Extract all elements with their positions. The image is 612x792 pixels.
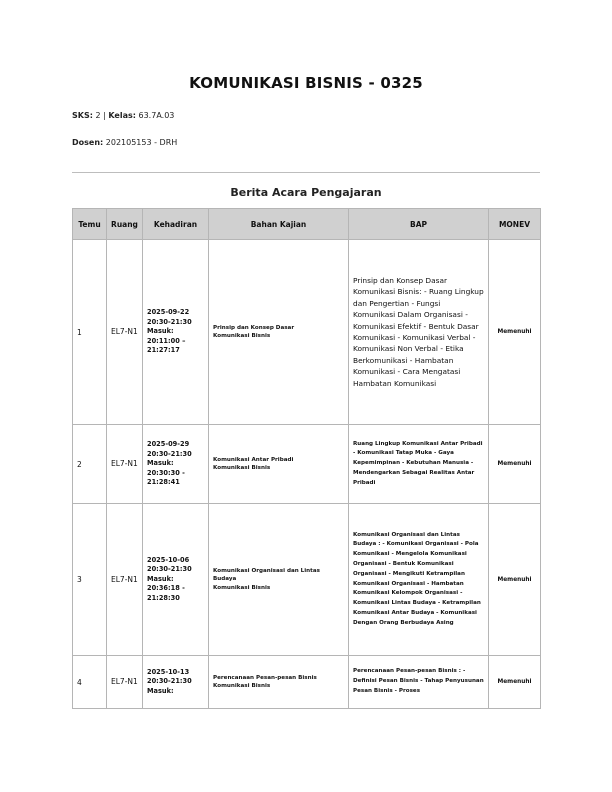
attendance-in: 20:11:00 –	[147, 336, 186, 345]
attendance-schedule: 20:30-21:30	[147, 317, 192, 326]
table-header-row	[73, 209, 541, 240]
attendance-schedule: 20:30-21:30	[147, 449, 192, 458]
lecturer-meta	[72, 138, 177, 147]
table-row	[73, 504, 541, 656]
attendance-out: 21:27:17	[147, 346, 180, 355]
sks-value: 2	[95, 111, 101, 120]
cell-monev: Memenuhi	[489, 425, 541, 504]
cell-bap: Prinsip dan Konsep Dasar Komunikasi Bisnis: - Ruang Lingkup dan Pengertian - Fungsi Komunikasi Dalam Organisasi - Komunikasi Efektif - Bentuk Dasar Komunikasi - Komunikasi Verbal - Komunikasi Non Verbal - Etika Berkomunikasi - Hambatan Komunikasi - Cara Mengatasi Hambatan Komunikasi	[349, 240, 489, 425]
cell-bahan-kajian	[209, 656, 349, 709]
attendance-label: Masuk:	[147, 574, 174, 583]
cell-temu: 3	[73, 504, 107, 656]
cell-bap: Ruang Lingkup Komunikasi Antar Pribadi - Komunikasi Tatap Muka - Gaya Kepemimpinan - Kebutuhan Manusia - Mendengarkan Sebagai Realitas Antar Pribadi	[349, 425, 489, 504]
cell-bap: Komunikasi Organisasi dan Lintas Budaya : - Komunikasi Organisasi - Pola Komunikasi - Mengelola Komunikasi Organisasi - Bentuk Komunikasi Organisasi - Mengikuti Ketrampilan Komunikasi Organisasi - Hambatan Komunikasi Kelompok Organisasi - Komunikasi Lintas Budaya - Ketrampilan Komunikasi Antar Budaya - Komunikasi Dengan Orang Berbudaya Asing	[349, 504, 489, 656]
sks-label: SKS:	[72, 111, 93, 120]
cell-monev: Memenuhi	[489, 504, 541, 656]
header-temu: Temu	[73, 209, 107, 240]
cell-ruang: EL7-N1	[107, 656, 143, 709]
attendance-date: 2025-10-13	[147, 667, 190, 676]
cell-bap: Perencanaan Pesan-pesan Bisnis : - Definisi Pesan Bisnis - Tahap Penyusunan Pesan Bisnis - Proses	[349, 656, 489, 709]
attendance-schedule: 20:30-21:30	[147, 565, 192, 574]
teaching-report-table	[72, 208, 541, 709]
bahan-line: Komunikasi Bisnis	[213, 683, 271, 689]
bahan-line: Budaya	[213, 576, 237, 583]
header-monev: MONEV	[489, 209, 541, 240]
cell-temu: 2	[73, 425, 107, 504]
attendance-date: 2025-10-06	[147, 555, 190, 564]
kelas-value: 63.7A.03	[138, 111, 175, 120]
attendance-schedule: 20:30-21:30	[147, 677, 192, 686]
cell-bahan-kajian	[209, 240, 349, 425]
attendance-in: 20:30:30 -	[147, 468, 185, 477]
dosen-label: Dosen:	[72, 138, 104, 147]
cell-ruang: EL7-N1	[107, 425, 143, 504]
cell-ruang: EL7-N1	[107, 240, 143, 425]
kelas-label: Kelas:	[108, 111, 136, 120]
bahan-line: Komunikasi Bisnis	[213, 465, 271, 471]
cell-kehadiran	[143, 656, 209, 709]
header-kehadiran: Kehadiran	[143, 209, 209, 240]
dosen-value: 202105153 - DRH	[105, 138, 178, 147]
bahan-line: Komunikasi Bisnis	[213, 584, 271, 591]
table-row	[73, 425, 541, 504]
attendance-out: 21:28:30	[147, 593, 180, 602]
section-title: Berita Acara Pengajaran	[230, 186, 382, 199]
bahan-line: Komunikasi Antar Pribadi	[213, 456, 294, 463]
header-bap: BAP	[349, 209, 489, 240]
attendance-label: Masuk:	[147, 327, 174, 336]
cell-monev: Memenuhi	[489, 240, 541, 425]
bahan-line: Komunikasi Organisasi dan Lintas	[213, 567, 320, 574]
bahan-line: Komunikasi Bisnis	[213, 333, 271, 339]
cell-temu: 4	[73, 656, 107, 709]
attendance-date: 2025-09-22	[147, 308, 190, 317]
meta-separator: |	[103, 111, 106, 120]
cell-kehadiran	[143, 240, 209, 425]
attendance-label: Masuk:	[147, 686, 174, 695]
header-bahan-kajian: Bahan Kajian	[209, 209, 349, 240]
cell-monev: Memenuhi	[489, 656, 541, 709]
attendance-in: 20:36:18 -	[147, 584, 185, 593]
course-title: KOMUNIKASI BISNIS - 0325	[189, 74, 423, 92]
cell-bahan-kajian	[209, 425, 349, 504]
bahan-line: Perencanaan Pesan-pesan Bisnis	[213, 674, 317, 681]
bahan-line: Prinsip dan Konsep Dasar	[213, 324, 295, 331]
attendance-label: Masuk:	[147, 459, 174, 468]
table-row	[73, 656, 541, 709]
cell-ruang: EL7-N1	[107, 504, 143, 656]
cell-bahan-kajian	[209, 504, 349, 656]
cell-kehadiran	[143, 425, 209, 504]
attendance-out: 21:28:41	[147, 478, 180, 487]
cell-kehadiran	[143, 504, 209, 656]
attendance-date: 2025-09-29	[147, 440, 190, 449]
header-ruang: Ruang	[107, 209, 143, 240]
table-row	[73, 240, 541, 425]
divider	[72, 172, 540, 173]
course-meta	[72, 111, 174, 120]
cell-temu: 1	[73, 240, 107, 425]
